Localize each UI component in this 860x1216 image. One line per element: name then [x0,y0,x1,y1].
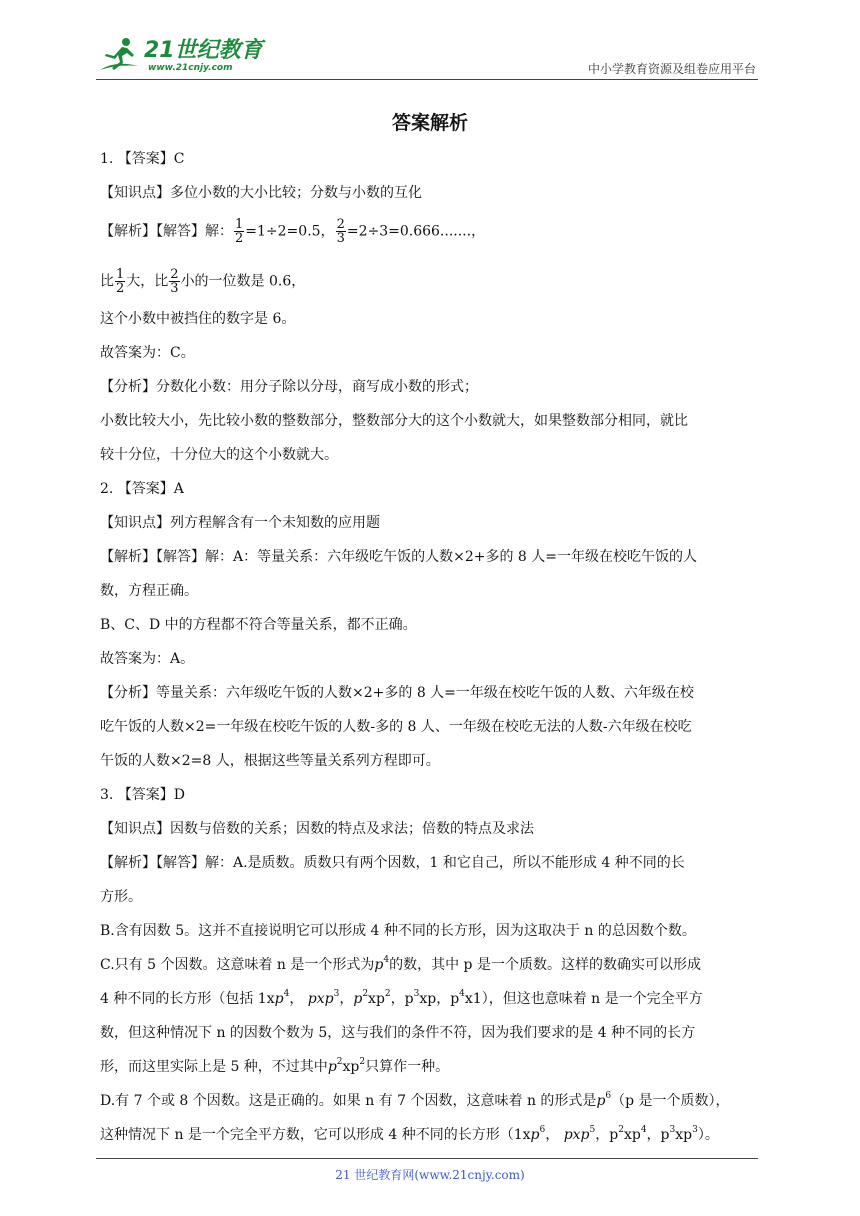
q3-c1-a: C.只有 5 个因数。这意味着 n 是一个形式为 [100,957,375,973]
q3-c4-a: 形，而这里实际上是 5 种，不过其中 [100,1059,328,1075]
header-divider [96,79,758,80]
footer-link[interactable]: 21 世纪教育网(www.21cnjy.com) [335,1168,525,1182]
exponent: 2 [362,989,369,999]
math-xp: xp [368,991,385,1007]
footer-divider [96,1158,758,1159]
q1-line-2: 故答案为：C。 [100,345,195,361]
q1-calc-1: =1÷2=0.5， [245,223,335,240]
q3-c2-a: 4 种不同的长方形（包括 1x [100,991,275,1007]
exponent: 3 [669,1125,676,1135]
math-xp: xp [675,1127,693,1143]
q2-knowledge: 【知识点】列方程解含有一个未知数的应用题 [100,515,380,531]
exponent: 4 [459,989,465,999]
q3-d2-end: ）。 [697,1127,719,1143]
q2-line-3: B、C、D 中的方程都不符合等量关系，都不正确。 [100,617,417,633]
math-p: p [274,991,284,1007]
q3-d2-a: 这种情况下 n 是一个完全平方数，它可以形成 4 种不同的长方形（1x [100,1127,531,1143]
q3-line-d1 [100,1090,730,1112]
math-pxp: pxp [563,1127,590,1143]
exponent: 5 [589,1125,596,1135]
fraction-two-thirds [336,218,346,245]
q3-c1-b: 的数，其中 p 是一个质数。这样的数确实可以形成 [389,957,701,973]
q3-line-1: 【解析】【解答】解：A.是质数。质数只有两个因数，1 和它自己，所以不能形成 4 种不同的长 [100,855,685,871]
math-p: p [374,957,384,973]
exponent: 2 [384,989,391,999]
exponent: 6 [539,1125,546,1135]
logo [96,34,263,78]
math-p: p [530,1127,540,1143]
q3-d1-b: （p 是一个质数）， [611,1093,730,1109]
q2-line-2: 数，方程正确。 [100,583,198,599]
exponent: 6 [605,1091,612,1101]
fraction-one-half [115,268,125,295]
fraction-denominator: 3 [336,231,345,246]
fraction-denominator: 2 [116,281,125,296]
q3-d2-d: ，p [646,1127,670,1143]
math-p: p [596,1093,606,1109]
q3-line-c3: 数，但这种情况下 n 的因数个数为 5，这与我们的条件不符，因为我们要求的是 4 种不同的长方 [100,1025,696,1041]
q1-compare-a: 比 [100,273,114,290]
fraction-numerator: 1 [116,267,125,282]
exponent: 4 [383,955,390,965]
q2-analysis-3: 午饭的人数×2=8 人，根据这些等量关系列方程即可。 [100,753,440,769]
fraction-two-thirds [169,268,179,295]
math-p: p [353,991,363,1007]
platform-name: 中小学教育资源及组卷应用平台 [587,62,756,76]
exponent: 4 [283,989,290,999]
q3-d2-c: ，p [595,1127,619,1143]
math-xp: xp [623,1127,641,1143]
exponent: 3 [413,989,420,999]
q1-compare-b: 大，比 [126,273,169,290]
q2-line-1: 【解析】【解答】解：A：等量关系：六年级吃午饭的人数×2+多的 8 人=一年级在校吃午饭的人 [100,549,698,565]
q3-line-c4 [100,1056,449,1078]
q1-compare-c: 小的一位数是 0.6， [180,273,306,290]
q1-solution-prefix: 【解析】【解答】解： [100,223,233,240]
q1-analysis-3: 较十分位，十分位大的这个小数就大。 [100,447,338,463]
q1-line-1: 这个小数中被挡住的数字是 6。 [100,311,296,327]
separator: ， [545,1127,564,1143]
exponent: 2 [359,1057,366,1067]
math-p: p [327,1059,337,1075]
separator: ， [339,991,354,1007]
separator: ， [289,991,308,1007]
q1-calc-2: =2÷3=0.666.......， [346,223,486,240]
exponent: 2 [618,1125,624,1135]
q3-line-c2 [100,988,703,1010]
q3-line-d2 [100,1124,719,1146]
exponent: 2 [336,1057,343,1067]
q1-compare-line [100,268,305,295]
q1-knowledge: 【知识点】多位小数的大小比较；分数与小数的互化 [100,185,422,201]
q3-c4-b: 只算作一种。 [365,1059,450,1075]
page-title: 答案解析 [391,112,468,134]
page-header [96,30,756,82]
q3-line-c1 [100,954,701,976]
q3-c2-c: ，p [390,991,414,1007]
q1-analysis: 【分析】分数化小数：用分子除以分母，商写成小数的形式； [100,379,478,395]
q3-answer: 3. 【答案】D [100,787,186,803]
exponent: 4 [640,1125,647,1135]
q1-solution-line [100,218,485,245]
fraction-one-half [234,218,244,245]
exponent: 3 [333,989,340,999]
q3-c2-d: xp，p [419,991,460,1007]
q2-analysis-1: 【分析】等量关系：六年级吃午饭的人数×2+多的 8 人=一年级在校吃午饭的人数、六年级在校 [100,685,694,701]
q3-knowledge: 【知识点】因数与倍数的关系；因数的特点及求法；倍数的特点及求法 [100,821,534,837]
math-xp: xp [342,1059,360,1075]
q3-line-2: 方形。 [100,889,142,905]
q2-line-4: 故答案为：A。 [100,651,195,667]
fraction-numerator: 1 [235,217,244,232]
exponent: 3 [692,1125,698,1135]
fraction-numerator: 2 [170,267,179,282]
runner-logo-icon [96,36,142,76]
q2-answer: 2. 【答案】A [100,481,184,497]
q3-d1-a: D.有 7 个或 8 个因数。这是正确的。如果 n 有 7 个因数，这意味着 n 的形式是 [100,1093,597,1109]
q2-analysis-2: 吃午饭的人数×2=一年级在校吃午饭的人数-多的 8 人、一年级在校吃无法的人数-六年级在校吃 [100,719,692,735]
fraction-numerator: 2 [336,217,345,232]
fraction-denominator: 3 [170,281,179,296]
q3-c2-e: x1），但这也意味着 n 是一个完全平方 [464,991,703,1007]
fraction-denominator: 2 [235,231,244,246]
q1-analysis-2: 小数比较大小，先比较小数的整数部分，整数部分大的这个小数就大，如果整数部分相同，就比 [100,413,688,429]
logo-text: 21世纪教育 [144,38,263,63]
q1-answer: 1. 【答案】C [100,151,185,167]
math-pxp: pxp [307,991,334,1007]
logo-url: www.21cnjy.com [148,63,233,73]
q3-line-b: B.含有因数 5。这并不直接说明它可以形成 4 种不同的长方形，因为这取决于 n 的总因数个数。 [100,923,696,939]
